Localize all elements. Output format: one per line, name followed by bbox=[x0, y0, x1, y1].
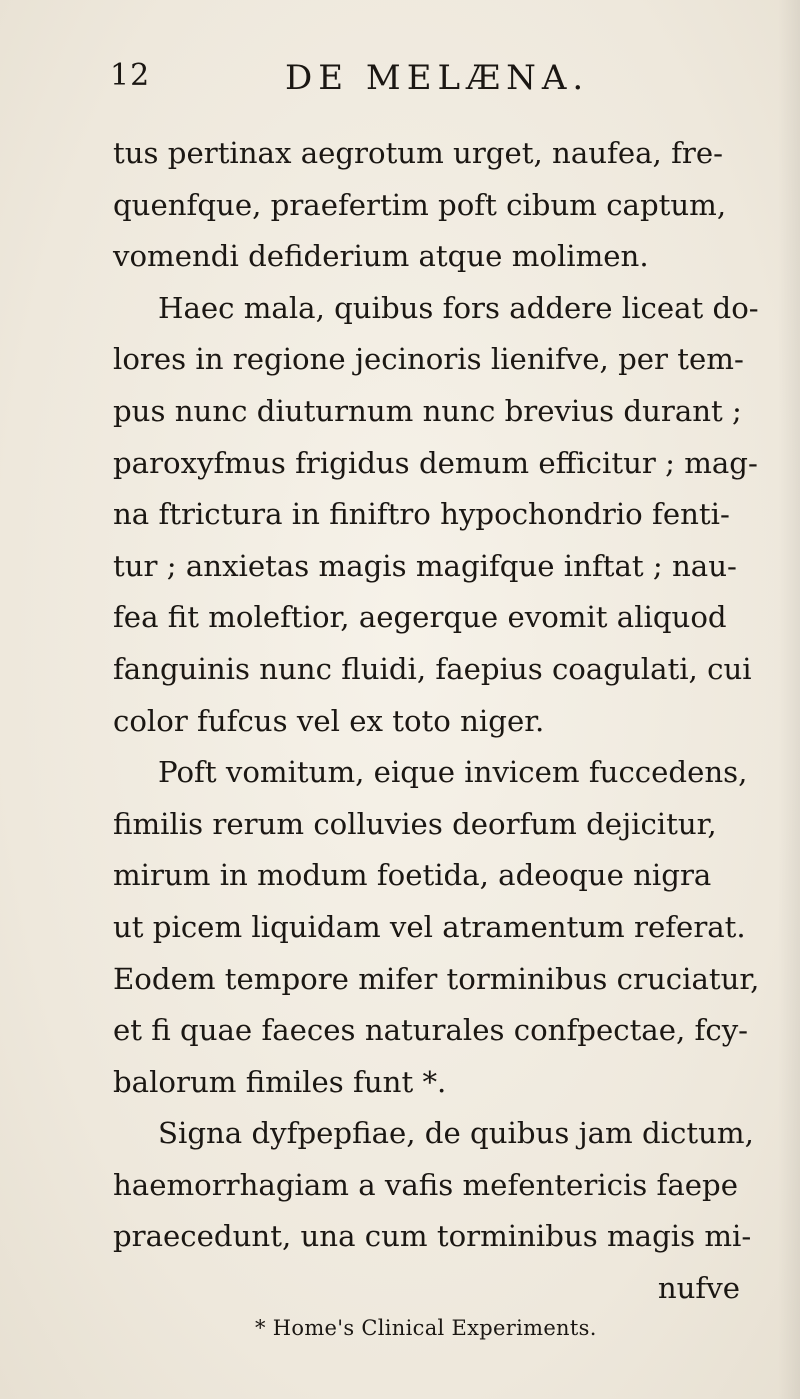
text-line: et fi quae faeces naturales confpectae, fcy- bbox=[113, 1013, 749, 1048]
running-head: DE MELÆNA. bbox=[285, 58, 590, 98]
page-number: 12 bbox=[110, 58, 151, 93]
text-line: tur ; anxietas magis magifque inftat ; nau- bbox=[113, 548, 737, 583]
body-text bbox=[113, 128, 760, 1315]
page-header bbox=[110, 58, 750, 102]
text-line: paroxyfmus frigidus demum efficitur ; mag- bbox=[113, 445, 758, 480]
text-line: mirum in modum foetida, adeoque nigra bbox=[113, 858, 712, 893]
text-line: quenfque, praefertim poft cibum captum, bbox=[113, 187, 727, 222]
page-edge-shadow bbox=[778, 0, 800, 1399]
text-line: haemorrhagiam a vafis mefentericis faepe bbox=[113, 1167, 738, 1202]
text-line: Eodem tempore mifer torminibus cruciatur, bbox=[113, 961, 760, 996]
text-line: ut picem liquidam vel atramentum referat. bbox=[113, 909, 746, 944]
text-line: tus pertinax aegrotum urget, naufea, fre- bbox=[113, 136, 723, 170]
text-line: balorum fimiles funt *. bbox=[113, 1064, 447, 1099]
text-line: color fufcus vel ex toto niger. bbox=[113, 703, 545, 738]
paragraph-start-line: Haec mala, quibus fors addere liceat do- bbox=[158, 290, 759, 325]
text-line: pus nunc diuturnum nunc brevius durant ; bbox=[113, 393, 742, 428]
text-line: lores in regione jecinoris lienifve, per tem- bbox=[113, 342, 744, 377]
text-line: vomendi defiderium atque molimen. bbox=[113, 239, 649, 274]
text-line: fimilis rerum colluvies deorfum dejicitur, bbox=[113, 806, 717, 841]
text-line: fanguinis nunc fluidi, faepius coagulati, cui bbox=[113, 651, 752, 686]
text-line: na ftrictura in finiftro hypochondrio fenti- bbox=[113, 497, 730, 532]
paragraph-start-line: Signa dyfpepfiae, de quibus jam dictum, bbox=[158, 1116, 754, 1151]
text-line: fea fit moleftior, aegerque evomit aliquod bbox=[113, 600, 727, 635]
text-line: praecedunt, una cum torminibus magis mi- bbox=[113, 1219, 752, 1254]
footnote: * Home's Clinical Experiments. bbox=[255, 1316, 597, 1340]
catchword-line: nufve bbox=[657, 1271, 740, 1306]
paragraph-start-line: Poft vomitum, eique invicem fuccedens, bbox=[158, 755, 748, 790]
